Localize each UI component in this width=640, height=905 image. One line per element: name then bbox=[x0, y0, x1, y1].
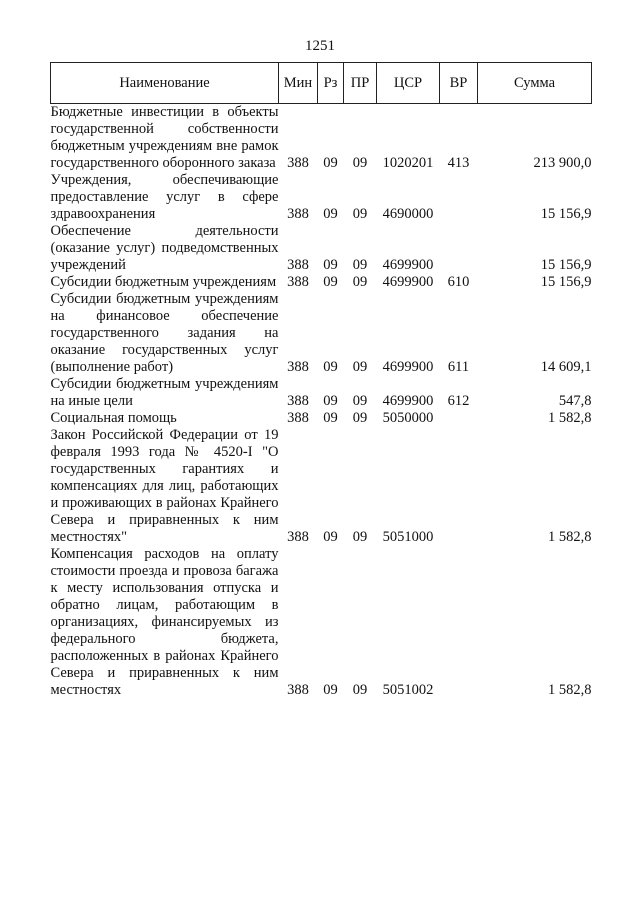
table-row bbox=[51, 172, 592, 223]
header-pr: ПР bbox=[344, 63, 377, 104]
row-rz: 09 bbox=[323, 393, 338, 409]
row-csr: 4699900 bbox=[382, 274, 434, 290]
row-vr: 610 bbox=[447, 274, 470, 290]
row-name: Компенсация расходов на оплату стоимости проезда и провоза багажа к месту использования отпуска и обратно лицам, работающим в организациях, финансируемых из федерального бюджета, расположенных в районах Крайнего Севера и приравненных к ним местностях bbox=[50, 546, 279, 698]
row-pr: 09 bbox=[352, 155, 368, 171]
budget-table bbox=[50, 62, 592, 699]
row-vr: 612 bbox=[447, 393, 470, 409]
row-sum: 547,8 bbox=[558, 393, 592, 409]
row-min: 388 bbox=[287, 359, 309, 375]
row-vr bbox=[440, 427, 478, 546]
row-pr: 09 bbox=[352, 274, 368, 290]
header-rz: Рз bbox=[318, 63, 344, 104]
row-sum: 15 156,9 bbox=[540, 274, 592, 290]
row-pr: 09 bbox=[352, 359, 368, 375]
page-number: 1251 bbox=[305, 38, 335, 54]
row-min: 388 bbox=[287, 206, 309, 222]
row-vr bbox=[440, 410, 478, 427]
row-csr: 4699900 bbox=[382, 359, 434, 375]
row-pr: 09 bbox=[352, 682, 368, 698]
row-name: Субсидии бюджетным учреждениям bbox=[50, 274, 277, 290]
header-vr: ВР bbox=[440, 63, 478, 104]
row-min: 388 bbox=[287, 529, 309, 545]
row-pr: 09 bbox=[352, 257, 368, 273]
row-name: Бюджетные инвестиции в объекты государственной собственности бюджетным учреждениям вне рамок государственного оборонного заказа bbox=[50, 104, 279, 171]
row-pr: 09 bbox=[352, 393, 368, 409]
row-rz: 09 bbox=[323, 682, 338, 698]
row-min: 388 bbox=[287, 682, 309, 698]
table-row bbox=[51, 427, 592, 546]
row-sum: 1 582,8 bbox=[548, 682, 592, 698]
row-pr: 09 bbox=[352, 206, 368, 222]
row-vr bbox=[440, 223, 478, 274]
row-sum: 1 582,8 bbox=[548, 410, 592, 426]
row-csr: 4699900 bbox=[382, 257, 434, 273]
header-min: Мин bbox=[279, 63, 318, 104]
row-name: Субсидии бюджетным учреждениям на финансовое обеспечение государственного задания на оказание государственных услуг (выполнение работ) bbox=[50, 291, 279, 375]
row-csr: 1020201 bbox=[382, 155, 434, 171]
table-body bbox=[51, 104, 592, 700]
row-csr: 5051002 bbox=[382, 682, 434, 698]
row-sum: 15 156,9 bbox=[540, 206, 592, 222]
row-min: 388 bbox=[287, 257, 309, 273]
row-min: 388 bbox=[287, 410, 309, 426]
row-rz: 09 bbox=[323, 257, 338, 273]
row-min: 388 bbox=[287, 274, 309, 290]
row-rz: 09 bbox=[323, 359, 338, 375]
row-vr: 611 bbox=[447, 359, 470, 375]
row-rz: 09 bbox=[323, 410, 338, 426]
table-row bbox=[51, 376, 592, 410]
row-rz: 09 bbox=[323, 155, 338, 171]
row-sum: 15 156,9 bbox=[540, 257, 592, 273]
header-sum: Сумма bbox=[478, 63, 592, 104]
table-header bbox=[51, 63, 592, 104]
row-rz: 09 bbox=[323, 206, 338, 222]
row-vr bbox=[440, 546, 478, 699]
row-name: Социальная помощь bbox=[50, 410, 177, 426]
row-pr: 09 bbox=[352, 410, 368, 426]
table-row bbox=[51, 410, 592, 427]
table-row bbox=[51, 223, 592, 274]
row-csr: 5051000 bbox=[382, 529, 434, 545]
header-csr: ЦСР bbox=[377, 63, 440, 104]
row-name: Обеспечение деятельности (оказание услуг) подведомственных учреждений bbox=[50, 223, 279, 273]
row-pr: 09 bbox=[352, 529, 368, 545]
row-rz: 09 bbox=[323, 274, 338, 290]
row-sum: 14 609,1 bbox=[540, 359, 592, 375]
row-csr: 4690000 bbox=[382, 206, 434, 222]
row-min: 388 bbox=[287, 393, 309, 409]
header-name: Наименование bbox=[51, 63, 279, 104]
row-name: Субсидии бюджетным учреждениям на иные цели bbox=[50, 376, 279, 409]
row-sum: 213 900,0 bbox=[533, 155, 592, 171]
row-sum: 1 582,8 bbox=[548, 529, 592, 545]
row-csr: 4699900 bbox=[382, 393, 434, 409]
row-name: Учреждения, обеспечивающие предоставление услуг в сфере здравоохранения bbox=[50, 172, 279, 222]
row-vr bbox=[440, 172, 478, 223]
table-row bbox=[51, 291, 592, 376]
row-vr: 413 bbox=[447, 155, 470, 171]
table-row bbox=[51, 546, 592, 699]
row-min: 388 bbox=[287, 155, 309, 171]
table-row bbox=[51, 104, 592, 173]
table-row bbox=[51, 274, 592, 291]
row-name: Закон Российской Федерации от 19 февраля 1993 года № 4520-I "О государственных гарантиях и компенсациях для лиц, работающих и проживающих в районах Крайнего Севера и приравненных к ним местностях" bbox=[50, 427, 279, 545]
row-csr: 5050000 bbox=[382, 410, 434, 426]
row-rz: 09 bbox=[323, 529, 338, 545]
